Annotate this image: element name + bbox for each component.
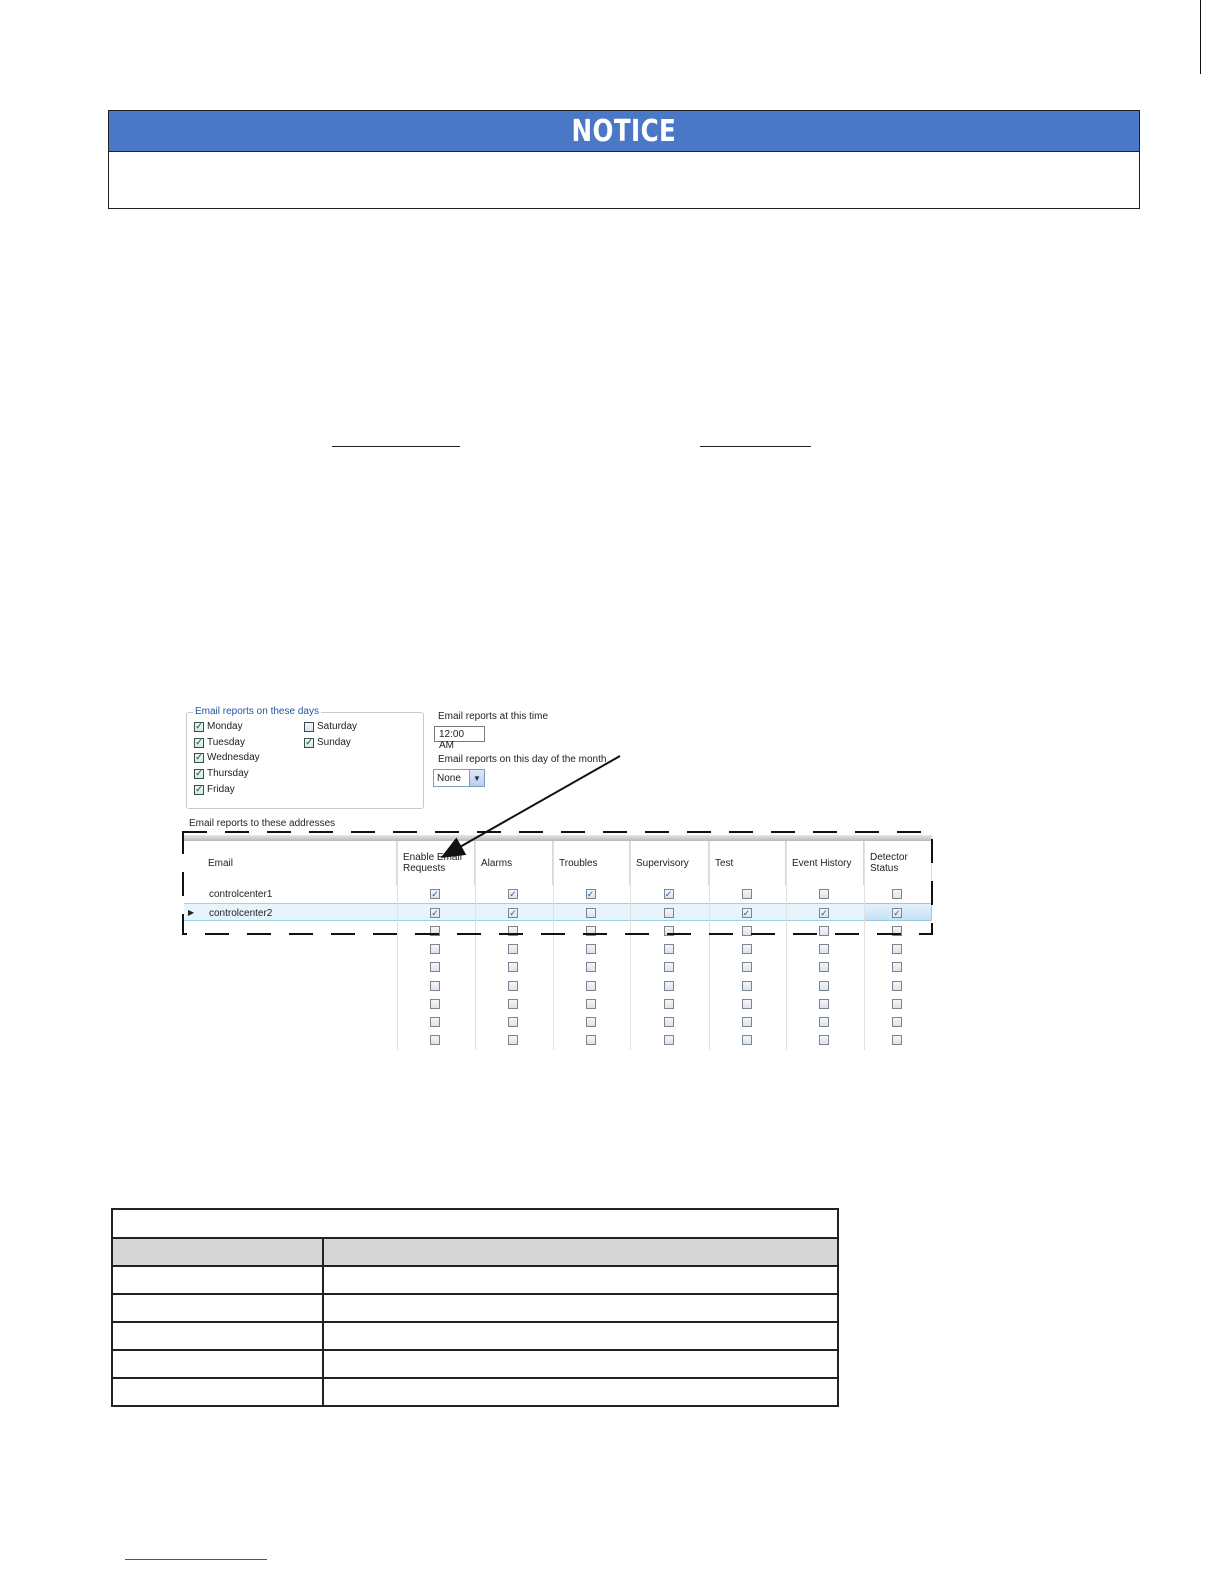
email-cell[interactable]: controlcenter2 — [209, 907, 273, 919]
day-label: Sunday — [317, 737, 351, 748]
day-label: Wednesday — [207, 752, 260, 763]
underline-rule — [700, 446, 811, 447]
addresses-label: Email reports to these addresses — [189, 818, 336, 829]
table-header-row — [112, 1238, 838, 1266]
table-cell — [323, 1378, 838, 1406]
grid-checkbox[interactable]: ✓ — [509, 907, 517, 918]
column-header[interactable]: Enable Email Requests — [397, 841, 475, 885]
grid-checkbox[interactable]: ✓ — [664, 888, 673, 899]
time-input[interactable]: 12:00 AM — [434, 726, 485, 742]
table-cell — [112, 1322, 323, 1350]
email-cell[interactable]: controlcenter1 — [209, 888, 273, 900]
checkbox[interactable]: ✓ — [195, 721, 203, 731]
table-cell — [112, 1294, 323, 1322]
table-row — [112, 1378, 838, 1406]
notice-box — [108, 110, 1140, 209]
table-cell — [323, 1266, 838, 1294]
checkbox[interactable]: ✓ — [195, 752, 203, 762]
column-header[interactable]: Event History — [786, 841, 864, 885]
column-header[interactable]: Troubles — [553, 841, 630, 885]
checkbox[interactable]: ✓ — [195, 737, 203, 747]
table-row — [112, 1322, 838, 1350]
column-header[interactable]: Alarms — [475, 841, 553, 885]
time-label: Email reports at this time — [438, 711, 549, 722]
notice-header — [109, 111, 1139, 152]
table-header-cell — [112, 1238, 323, 1266]
table-row — [112, 1294, 838, 1322]
checkbox[interactable]: ✓ — [195, 784, 203, 794]
reference-table — [111, 1208, 839, 1407]
day-label: Monday — [207, 721, 243, 732]
day-label: Saturday — [317, 721, 358, 732]
table-row — [112, 1266, 838, 1294]
chevron-down-icon[interactable]: ▼ — [469, 770, 484, 786]
grid-checkbox[interactable]: ✓ — [893, 907, 901, 918]
table-caption-row — [112, 1209, 838, 1238]
grid-checkbox[interactable]: ✓ — [509, 888, 517, 899]
page-edge-line — [1200, 0, 1201, 74]
grid-checkbox[interactable]: ✓ — [742, 907, 751, 918]
grid-checkbox[interactable]: ✓ — [820, 907, 828, 918]
table-row — [112, 1350, 838, 1378]
column-header[interactable]: Test — [709, 841, 786, 885]
table-cell — [112, 1378, 323, 1406]
day-of-month-value: None — [437, 772, 461, 784]
notice-title: NOTICE — [571, 113, 677, 149]
table-cell — [112, 1266, 323, 1294]
grid-checkbox[interactable]: ✓ — [431, 907, 439, 918]
day-label: Tuesday — [207, 737, 245, 748]
link-underline — [125, 1559, 267, 1560]
table-cell — [323, 1350, 838, 1378]
day-of-month-label: Email reports on this day of the month — [438, 754, 607, 765]
day-label: Friday — [207, 784, 235, 795]
table-cell — [112, 1350, 323, 1378]
checkbox[interactable]: ✓ — [195, 768, 203, 778]
grid-checkbox[interactable]: ✓ — [586, 888, 595, 899]
table-cell — [323, 1322, 838, 1350]
email-report-settings-screenshot — [182, 704, 934, 1052]
column-header[interactable]: Supervisory — [630, 841, 709, 885]
checkbox[interactable]: ✓ — [305, 737, 313, 747]
column-header[interactable]: Detector Status — [864, 841, 932, 885]
callout-arrow — [182, 704, 934, 1052]
table-caption-cell — [112, 1209, 838, 1238]
days-group-legend: Email reports on these days — [195, 706, 319, 717]
day-label: Thursday — [207, 768, 249, 779]
underline-rule — [332, 446, 460, 447]
column-header[interactable]: Email — [202, 841, 397, 885]
grid-checkbox[interactable]: ✓ — [431, 888, 439, 899]
row-pointer-icon: ▶ — [188, 908, 195, 918]
table-header-cell — [323, 1238, 838, 1266]
notice-body — [109, 152, 1139, 210]
table-cell — [323, 1294, 838, 1322]
